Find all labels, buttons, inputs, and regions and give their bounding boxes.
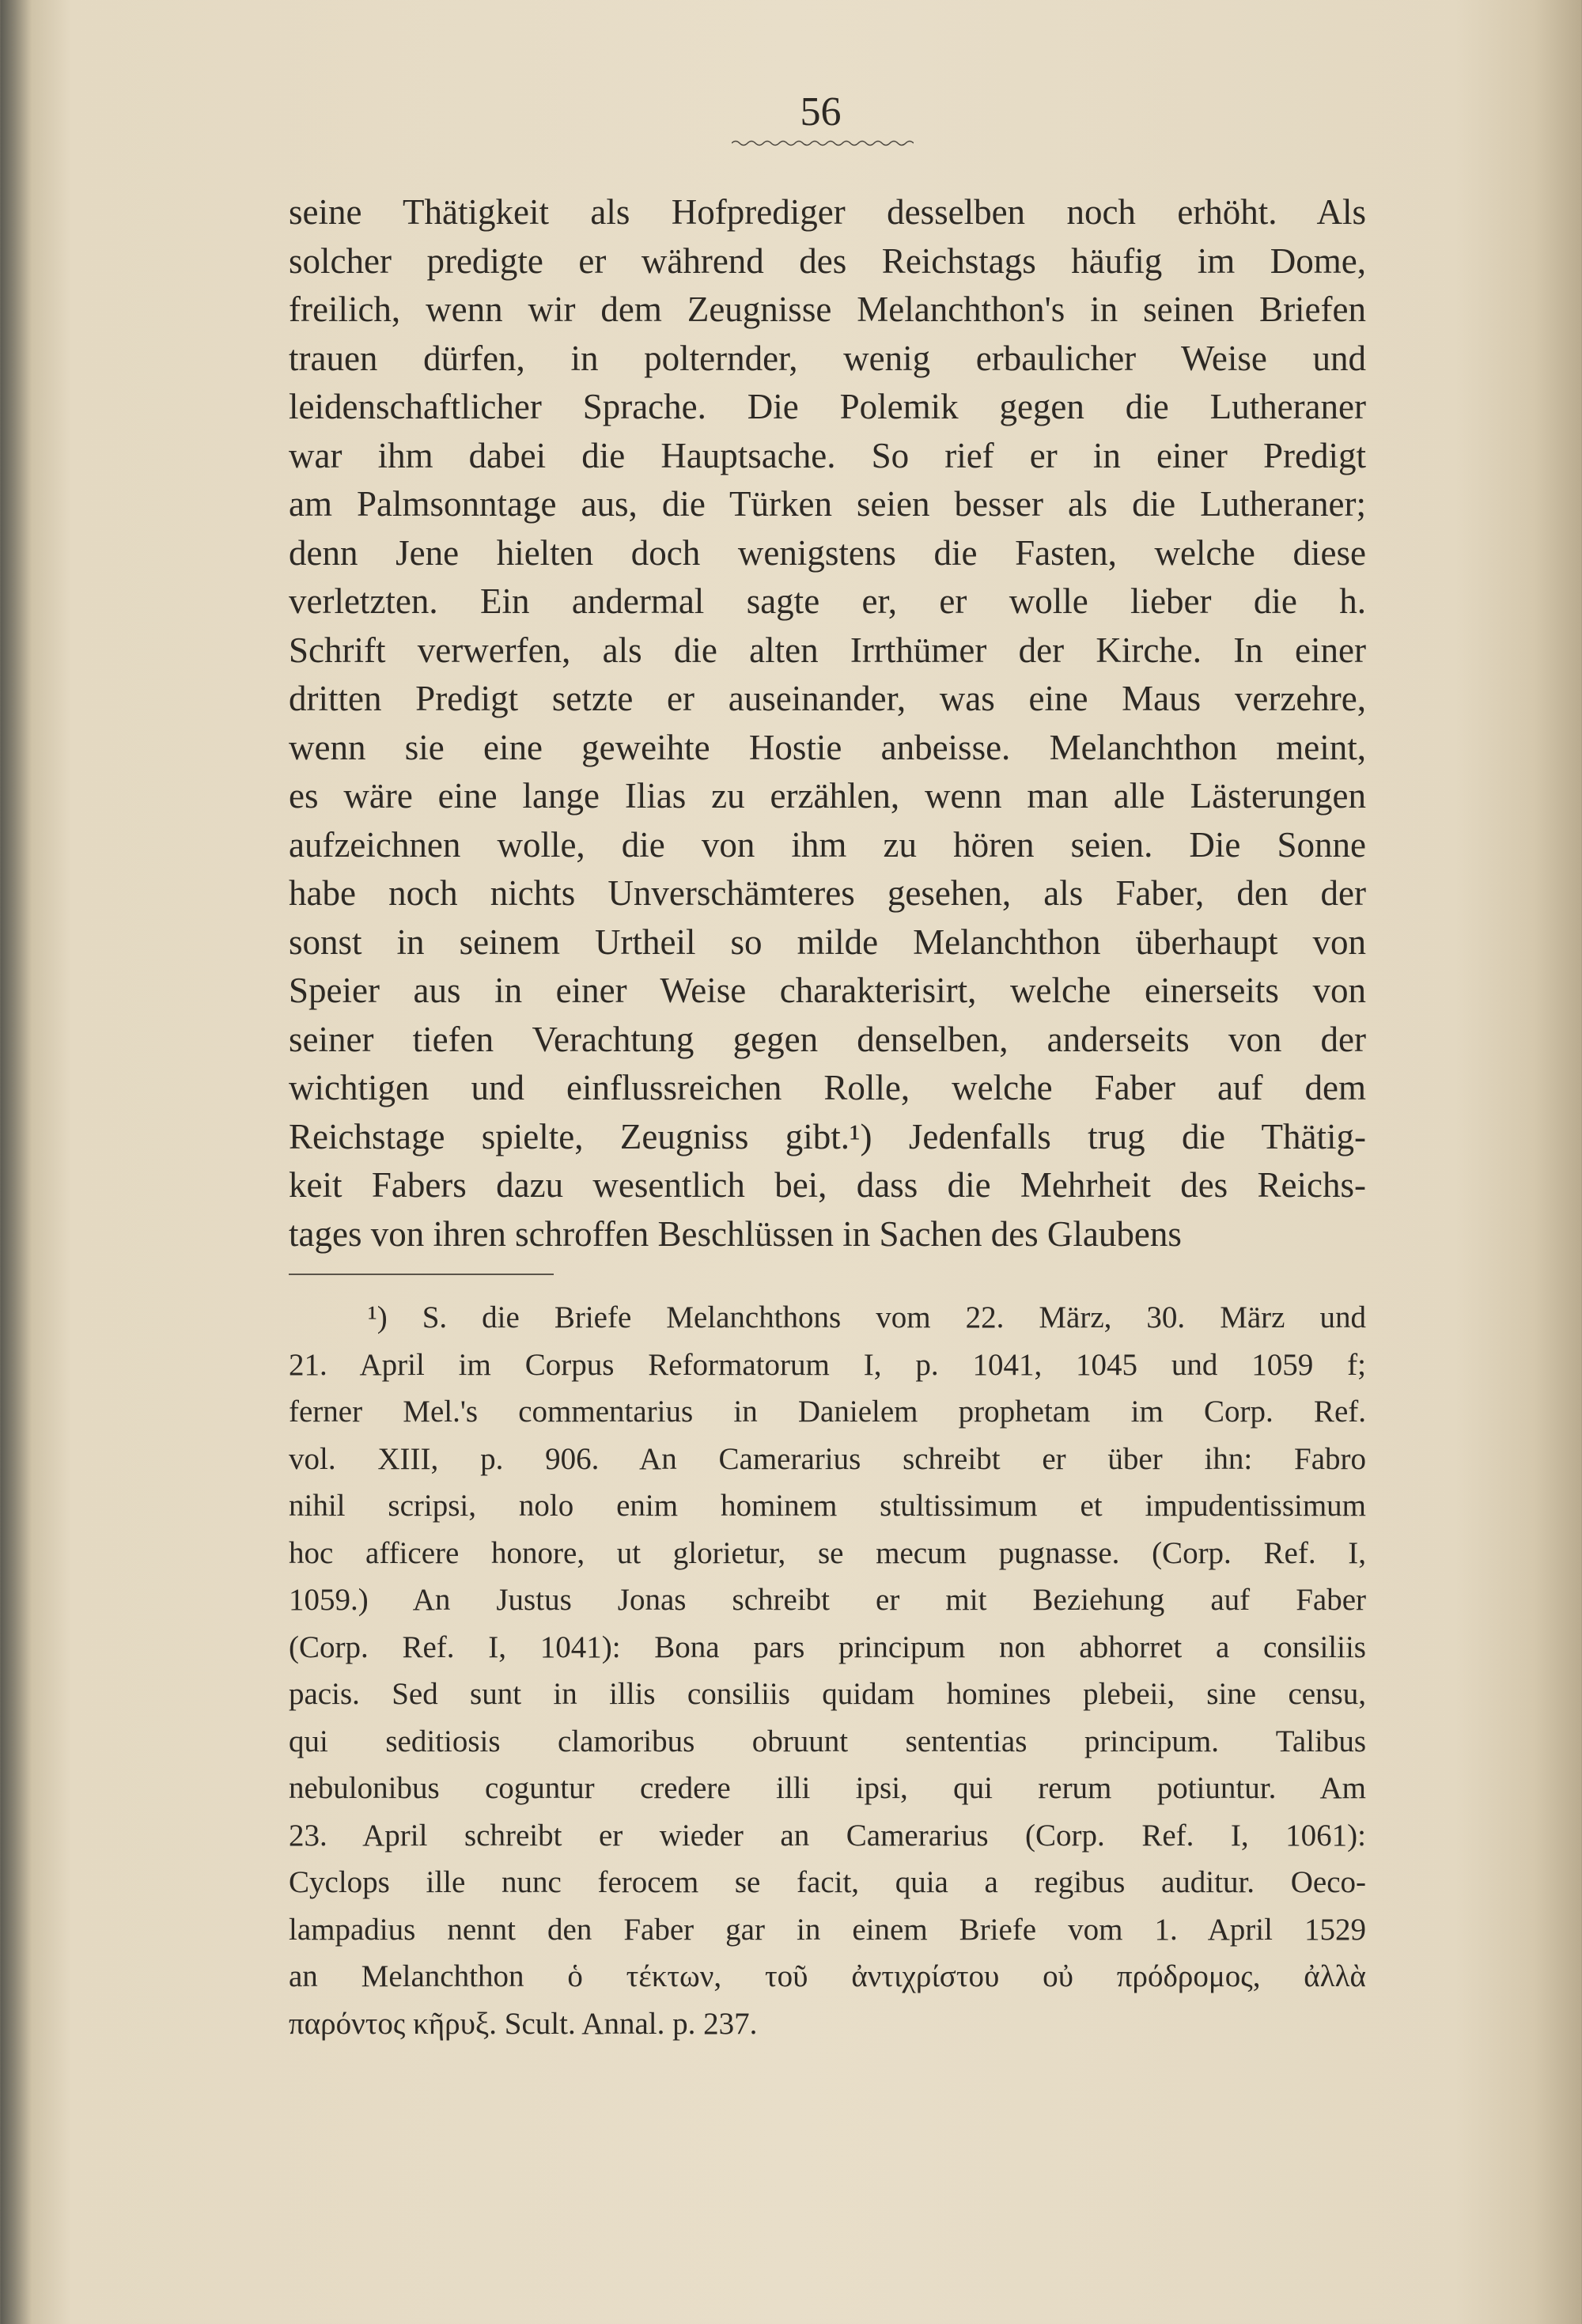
body-line: leidenschaftlicher Sprache. Die Polemik gegen die Lutheraner [289,387,1366,426]
body-line: denn Jene hielten doch wenigstens die Fasten, welche diese [289,532,1366,573]
body-line: wichtigen und einflussreichen Rolle, welche Faber auf dem [289,1068,1366,1107]
body-line: sonst in seinem Urtheil so milde Melanchthon überhaupt von [289,922,1366,962]
body-line: keit Fabers dazu wesentlich bei, dass die Mehrheit des Reichs- [289,1165,1366,1205]
body-line: verletzten. Ein andermal sagte er, er wolle lieber die h. [289,581,1366,621]
footnote-line: ferner Mel.'s commentarius in Danielem prophetam im Corp. Ref. [289,1395,1366,1429]
body-line: Reichstage spielte, Zeugniss gibt.¹) Jedenfalls trug die Thätig- [289,1116,1366,1156]
footnote-line: nebulonibus coguntur credere illi ipsi, qui rerum potiuntur. Am [289,1771,1366,1805]
body-line: seiner tiefen Verachtung gegen denselben, anderseits von der [289,1019,1366,1059]
body-line: aufzeichnen wolle, die von ihm zu hören seien. Die Sonne [289,824,1366,865]
body-line: tages von ihren schroffen Beschlüssen in Sachen des Glaubens [289,1213,1182,1254]
body-line: trauen dürfen, in polternder, wenig erbaulicher Weise und [289,338,1366,378]
body-line: Speier aus in einer Weise charakterisirt, welche einerseits von [289,971,1366,1010]
footnote-line: 21. April im Corpus Reformatorum I, p. 1041, 1045 und 1059 f; [289,1347,1366,1382]
footnote-line: nihil scripsi, nolo enim hominem stultissimum et impudentissimum [289,1489,1366,1523]
footnote-line: qui seditiosis clamoribus obruunt sententias principum. Talibus [289,1724,1366,1758]
footnote [289,1294,1366,2047]
footnote-line: 23. April schreibt er wieder an Camerarius (Corp. Ref. I, 1061): [289,1818,1366,1853]
body-line: seine Thätigkeit als Hofprediger desselben noch erhöht. Als [289,192,1366,232]
body-line: Schrift verwerfen, als die alten Irrthümer der Kirche. In einer [289,630,1366,670]
footnote-line: pacis. Sed sunt in illis consiliis quidam homines plebeii, sine censu, [289,1677,1366,1711]
footnote-separator [289,1274,554,1275]
footnote-line: 1059.) An Justus Jonas schreibt er mit Beziehung auf Faber [289,1583,1366,1617]
footnote-line: hoc afficere honore, ut glorietur, se mecum pugnasse. (Corp. Ref. I, [289,1535,1366,1570]
body-line: freilich, wenn wir dem Zeugnisse Melanchthon's in seinen Briefen [289,290,1366,329]
footnote-line: vol. XIII, p. 906. An Camerarius schreibt er über ihn: Fabro [289,1441,1366,1476]
body-line: wenn sie eine geweihte Hostie anbeisse. Melanchthon meint, [289,727,1366,767]
body-line: solcher predigte er während des Reichstags häufig im Dome, [289,240,1366,281]
footnote-line: lampadius nennt den Faber gar in einem Briefe vom 1. April 1529 [289,1912,1366,1947]
body-text [289,188,1366,1259]
footnote-line: an Melanchthon ὁ τέκτων, τοῦ ἀντιχρίστου οὐ πρόδρομος, ἀλλὰ [289,1959,1366,1993]
page-number: 56 [800,89,842,134]
body-line: es wäre eine lange Ilias zu erzählen, wenn man alle Lästerungen [289,776,1366,816]
ornamental-wave-rule [732,139,914,147]
body-line: habe noch nichts Unverschämteres gesehen, als Faber, den der [289,873,1366,913]
footnote-line: Cyclops ille nunc ferocem se facit, quia a regibus auditur. Oeco- [289,1865,1366,1899]
body-line: war ihm dabei die Hauptsache. So rief er in einer Predigt [289,435,1366,475]
footnote-line: παρόντος κῆρυξ. Scult. Annal. p. 237. [289,2006,758,2041]
body-line: am Palmsonntage aus, die Türken seien besser als die Lutheraner; [289,484,1366,524]
body-line: dritten Predigt setzte er auseinander, was eine Maus verzehre, [289,679,1366,718]
footnote-line: ¹) S. die Briefe Melanchthons vom 22. März, 30. März und [368,1300,1366,1334]
footnote-line: (Corp. Ref. I, 1041): Bona pars principum non abhorret a consiliis [289,1629,1366,1664]
